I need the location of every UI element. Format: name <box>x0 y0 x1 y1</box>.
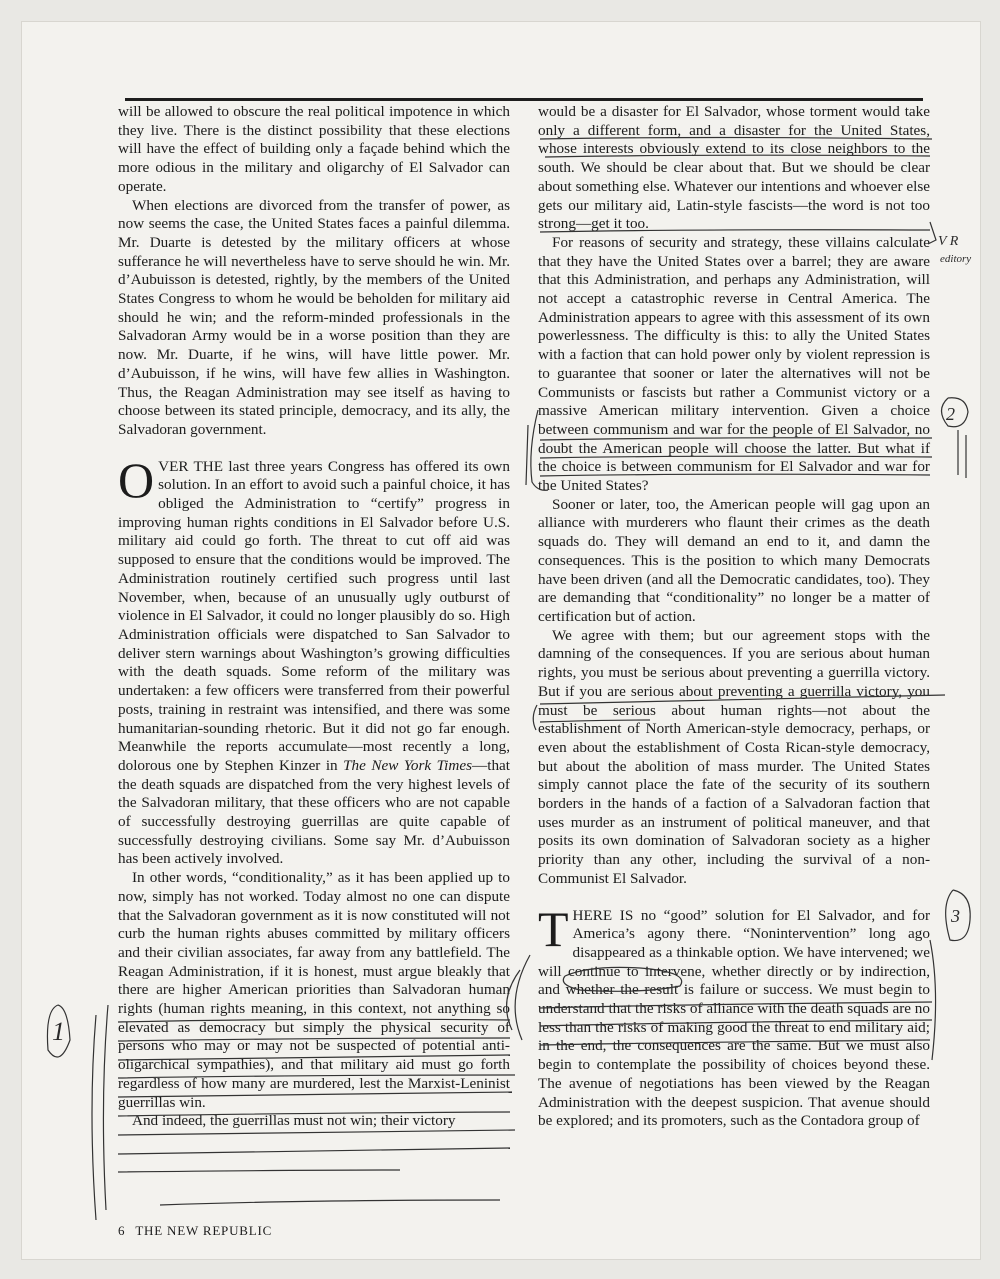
paragraph: We agree with them; but our agreement stops with the damning of the consequences. If you are serious about human rights, you must be serious about preventing a guerrilla victory. But if you are serious about preventing a guerrilla victory, you must be serious about human rights—not about the establishment of North American-style democracy, perhaps, or even about the establishment of Costa Rican-style democracy, but about the abolition of mass murder. The United States simply cannot place the fate of the security of its southern borders in the hands of a faction of a Salvadoran faction that uses murder as an instrument of political maneuver, and that posits its own domination of Salvadoran society as a higher priority than any other, including the survival of a non-Communist El Salvador. <box>538 626 930 887</box>
header-rule <box>125 98 923 101</box>
lead-in: VER THE <box>158 457 224 475</box>
margin-note: 3 <box>951 906 960 926</box>
paragraph-text: —that the death squads are dispatched from the very highest levels of the Salvadoran military, that these officers who are not capable of successfully destroying guerrillas are quite capable of successfully destroying civilians. Some say Mr. d’Aubuisson has been actively involved. <box>118 756 510 868</box>
paragraph: For reasons of security and strategy, these villains calculate that they have the United States over a barrel; they are aware that this Administration, and perhaps any Administration, will not accept a catastrophic reverse in Central America. The Administration appears to agree with this assessment of its own powerlessness. The difficulty is this: to ally the United States with a faction that can hold power only by violent repression is to guarantee that sooner or later the alternatives will not be Communists or fascists but rather a Communist victory or a massive American military intervention. Given a choice between communism and war for the people of El Salvador, no doubt the American people will choose the latter. But what if the choice is between communism for El Salvador and war for the United States? <box>538 233 930 495</box>
page-footer <box>118 1223 272 1239</box>
paragraph: When elections are divorced from the transfer of power, as now seems the case, the United States faces a painful dilemma. Mr. Duarte is detested by the military officers at whose sufferance he will nevertheless have to serve should he win. Mr. d’Aubuisson is detested, rightly, by the members of the United States Congress to whom he would be beholden for military aid should he win; and the reform-minded professionals in the Salvadoran Army would be in a worse position than they are now. Mr. Duarte, if he wins, will have little power. Mr. d’Aubuisson, if he wins, will have few allies in Washington. Thus, the Reagan Administration may see itself as having to choose between its stated principle, democracy, and its ally, the Salvadoran government. <box>118 196 510 438</box>
newspaper-title: The New York Times <box>343 756 473 774</box>
lead-in: HERE IS <box>572 906 634 924</box>
section-one-opening <box>118 451 510 869</box>
drop-cap: O <box>118 451 155 508</box>
margin-note: 1 <box>52 1017 65 1046</box>
right-column <box>538 103 930 1131</box>
paragraph-text: no “good” solution for El Salvador, and for America’s agony there. “Nonintervention” long ago disappeared as a thinkable option. We have intervened; we will continue to intervene, whether directly or by indirection, and whether the result is failure or success. We must begin to understand that the risks of alliance with the death squads are no less than the risks of making good the threat to end military aid; in the end, the consequences are the same. But we must also begin to contemplate the possibility of choices beyond these. The avenue of negotiations has been viewed by the Reagan Administration with the deepest suspicion. That avenue should be explored; and its promoters, such as the Contadora group of <box>538 906 930 1130</box>
paragraph: In other words, “conditionality,” as it has been applied up to now, simply has not worked. Today almost no one can dispute that the Salvadoran government as it is now constituted will not curb the human rights abuses committed by military officers and their civilian associates, far away from any battlefield. The Reagan Administration, if it is honest, must argue bleakly that there are higher American priorities than Salvadoran human rights (human rights meaning, in this context, not anything so elevated as democracy but simply the physical security of persons who may or may not be suspected of potential anti-oligarchical sympathies), and that military aid must go forth regardless of how many are murdered, lest the Marxist-Leninist guerrillas win. <box>118 869 510 1111</box>
paragraph: will be allowed to obscure the real political impotence in which they live. There is the distinct possibility that these elections will have the effect of building only a façade behind which the more odious in the military and oligarchy of El Salvador can operate. <box>118 103 510 195</box>
section-two-opening <box>538 900 930 1131</box>
margin-note: V R <box>938 234 959 249</box>
page-number: 6 <box>118 1223 126 1238</box>
publication-name: THE NEW REPUBLIC <box>135 1223 273 1238</box>
paragraph-text: last three years Congress has offered its own solution. In an effort to avoid such a painful choice, it has obliged the Administration to “certify” progress in improving human rights conditions in El Salvador before U.S. military aid could go forth. The threat to cut off aid was supposed to ensure that the conditions would be improved. The Administration routinely certified such progress until last November, when, because of an unusually ugly outburst of violence in El Salvador, it could no longer plausibly do so. High Administration officials were dispatched to San Salvador to deliver stern warnings about Washington’s growing difficulties with the death squads. Some reform of the military was undertaken: a few officers were transferred from their powerful posts, training in restraint was intensified, and there was some humanitarian-sounding rhetoric. But it did not go far enough. Meanwhile the reports accumulate—most recently a long, dolorous one by Stephen Kinzer in <box>118 457 510 774</box>
drop-cap: T <box>538 900 569 957</box>
margin-note: editory <box>940 253 972 265</box>
left-column <box>118 103 510 1131</box>
margin-note: 2 <box>946 404 955 424</box>
paragraph: And indeed, the guerrillas must not win; their victory <box>132 1112 456 1130</box>
paragraph: would be a disaster for El Salvador, whose torment would take only a different form, and a disaster for the United States, whose interests obviously extend to its close neighbors to the south. We should be clear about that. But we should be clear about something else. Whatever our intentions and whoever else gets our military aid, Latin-style fascists—the word is not too strong—get it too. <box>538 103 930 233</box>
paragraph: Sooner or later, too, the American people will gag upon an alliance with murderers who flaunt their crimes as the death squads do. They will demand an end to it, and damn the consequences. This is the position to which many Democrats have been driven (and all the Democratic candidates, too). They are demanding that “conditionality” no longer be a matter of certification but of action. <box>538 495 930 625</box>
